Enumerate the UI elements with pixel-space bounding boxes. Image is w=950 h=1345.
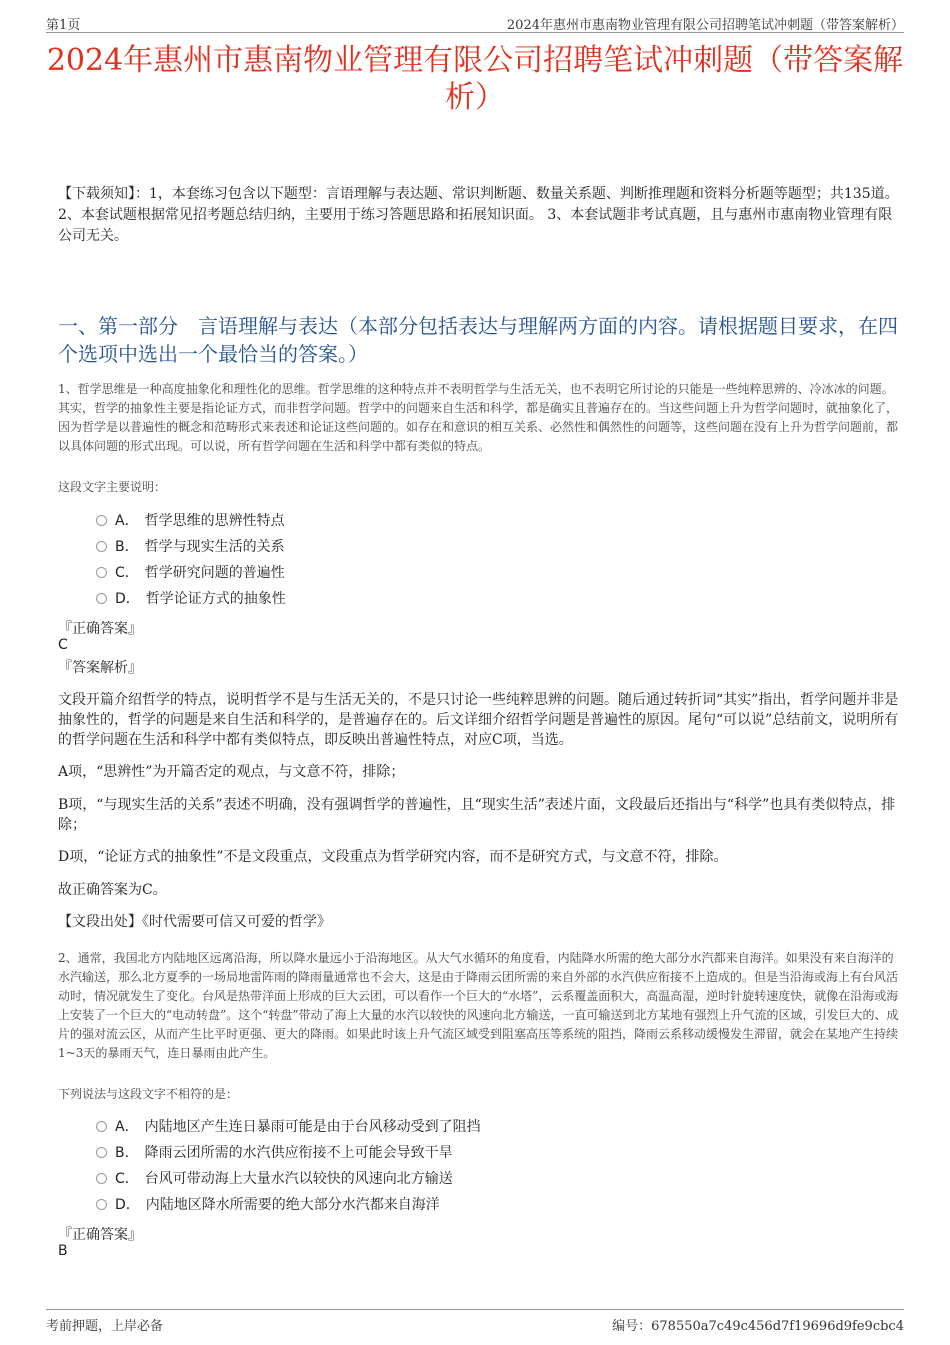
q1-answer-label: 『正确答案』 bbox=[58, 621, 142, 637]
q2-question: 下列说法与这段文字不相符的是： bbox=[58, 1087, 239, 1101]
q1-option-c[interactable]: C． 哲学研究问题的普遍性 bbox=[96, 563, 285, 583]
q1-option-b[interactable]: B． 哲学与现实生活的关系 bbox=[96, 537, 285, 557]
q1-option-d[interactable]: D． 哲学论证方式的抽象性 bbox=[96, 589, 286, 609]
radio-icon[interactable] bbox=[96, 1147, 107, 1158]
footer-slogan: 考前押题，上岸必备 bbox=[46, 1319, 164, 1334]
footer-serial: 编号：678550a7c49c456d7f19696d9fe9cbc4 bbox=[612, 1319, 904, 1334]
q1-analysis-b: B项，“与现实生活的关系”表述不明确，没有强调哲学的普遍性，且“现实生活”表述片面，文段最后还指出与“科学”也具有类似特点，排除； bbox=[58, 797, 896, 833]
radio-icon[interactable] bbox=[96, 1199, 107, 1210]
radio-icon[interactable] bbox=[96, 541, 107, 552]
q1-analysis-main: 文段开篇介绍哲学的特点，说明哲学不是与生活无关的，不是只讨论一些纯粹思辨的问题。随后通过转折词“其实”指出，哲学问题并非是抽象性的，哲学的问题是来自生活和科学的，是普遍存在的。后文详细介绍哲学问题是普遍性的原因。尾句“可以说”总结前文，说明所有的哲学问题在生活和科学中都有类似特点，即反映出普遍性特点，对应C项，当选。 bbox=[58, 692, 899, 748]
page-footer bbox=[46, 1309, 904, 1340]
q1-answer: C bbox=[58, 637, 68, 653]
header-doc-title: 2024年惠州市惠南物业管理有限公司招聘笔试冲刺题（带答案解析） bbox=[506, 18, 904, 33]
q1-source: 【文段出处】《时代需要可信又可爱的哲学》 bbox=[58, 914, 331, 930]
q1-analysis-conclusion: 故正确答案为C。 bbox=[58, 882, 167, 898]
page-header bbox=[46, 12, 904, 33]
radio-icon[interactable] bbox=[96, 1173, 107, 1184]
q2-passage: 2、通常，我国北方内陆地区远离沿海，所以降水量远小于沿海地区。从大气水循环的角度看，内陆降水所需的绝大部分水汽都来自海洋。如果没有来自海洋的水汽输送，那么北方夏季的一场局地雷阵雨的降雨量通常也不会大，这是由于降雨云团所需的来自外部的水汽供应衔接不上造成的。但是当沿海或海上有台风活动时，情况就发生了变化。台风是热带洋面上形成的巨大云团，可以看作一个巨大的“水塔”，云系覆盖面积大，高温高湿，逆时针旋转速度快，就像在沿海或海上安装了一个巨大的“电动转盘”。这个“转盘”带动了海上大量的水汽以较快的风速向北方输送，一直可输送到北方某地有强烈上升气流的区域，引发巨大的、成片的强对流云区，从而产生比平时更强、更大的降雨。如果此时该上升气流区域受到阻塞高压等系统的阻挡，降雨云系移动缓慢发生滞留，就会在某地产生持续1~3天的暴雨天气，连日暴雨由此产生。 bbox=[58, 951, 899, 1060]
q2-option-a[interactable]: A． 内陆地区产生连日暴雨可能是由于台风移动受到了阻挡 bbox=[96, 1117, 481, 1137]
section-title: 一、第一部分 言语理解与表达（本部分包括表达与理解两方面的内容。请根据题目要求，在四个选项中选出一个最恰当的答案。） bbox=[58, 314, 898, 366]
q2-answer-label: 『正确答案』 bbox=[58, 1227, 142, 1243]
q1-analysis-label: 『答案解析』 bbox=[58, 660, 142, 676]
download-notice: 【下载须知】：1，本套练习包含以下题型：言语理解与表达题、常识判断题、数量关系题、判断推理题和资料分析题等题型；共135道。 2、本套试题根据常见招考题总结归纳，主要用于练习答题思路和拓展知识面。 3、本套试题非考试真题，且与惠州市惠南物业管理有限公司无关。 bbox=[58, 186, 899, 244]
document-title: 2024年惠州市惠南物业管理有限公司招聘笔试冲刺题（带答案解析） bbox=[46, 43, 904, 115]
q1-passage: 1、哲学思维是一种高度抽象化和理性化的思维。哲学思维的这种特点并不表明哲学与生活无关，也不表明它所讨论的只能是一些纯粹思辨的、冷冰冰的问题。其实，哲学的抽象性主要是指论证方式，而非哲学问题。哲学中的问题来自生活和科学，都是确实且普遍存在的。当这些问题上升为哲学问题时，就抽象化了，因为哲学是以普遍性的概念和范畴形式来表述和论证这些问题的。如存在和意识的相互关系、必然性和偶然性的问题等，这些问题在没有上升为哲学问题前，都以具体问题的形式出现。可以说，所有哲学问题在生活和科学中都有类似的特点。 bbox=[58, 382, 899, 453]
q2-option-d[interactable]: D． 内陆地区降水所需要的绝大部分水汽都来自海洋 bbox=[96, 1195, 440, 1215]
q2-answer: B bbox=[58, 1243, 68, 1259]
radio-icon[interactable] bbox=[96, 1121, 107, 1132]
radio-icon[interactable] bbox=[96, 593, 107, 604]
page-number: 第1页 bbox=[46, 18, 81, 33]
q1-question: 这段文字主要说明： bbox=[58, 480, 167, 494]
q1-option-a[interactable]: A． 哲学思维的思辨性特点 bbox=[96, 511, 285, 531]
q1-analysis-d: D项，“论证方式的抽象性”不是文段重点，文段重点为哲学研究内容，而不是研究方式，与文意不符，排除。 bbox=[58, 849, 728, 865]
radio-icon[interactable] bbox=[96, 567, 107, 578]
radio-icon[interactable] bbox=[96, 515, 107, 526]
q2-option-c[interactable]: C． 台风可带动海上大量水汽以较快的风速向北方输送 bbox=[96, 1169, 453, 1189]
q2-option-b[interactable]: B． 降雨云团所需的水汽供应衔接不上可能会导致干旱 bbox=[96, 1143, 453, 1163]
q1-analysis-a: A项，“思辨性”为开篇否定的观点，与文意不符，排除； bbox=[58, 764, 405, 780]
